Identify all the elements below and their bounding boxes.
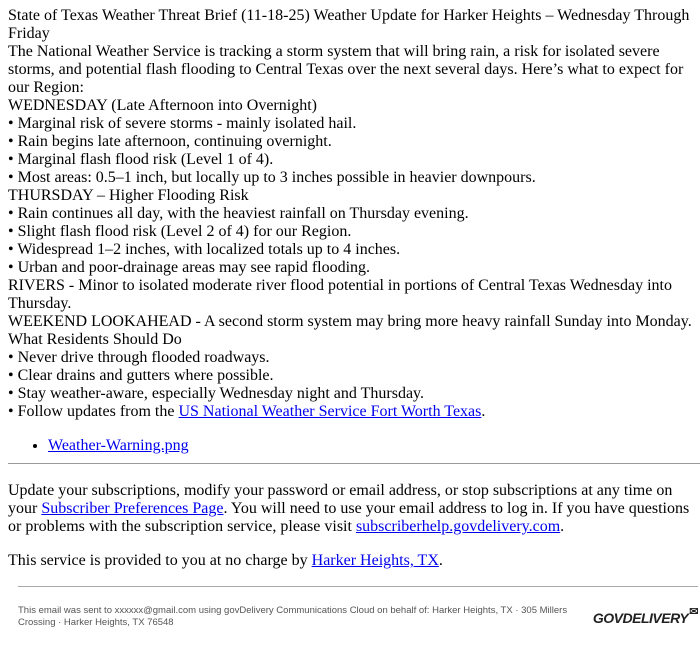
subscriber-help-link[interactable]: subscriberhelp.govdelivery.com [355, 518, 561, 535]
service-suffix: . [438, 552, 443, 569]
list-item: • Slight flash flood risk (Level 2 of 4) for our Region. [8, 223, 352, 240]
subscription-section [8, 482, 700, 570]
list-item: • Clear drains and gutters where possible. [8, 367, 274, 384]
email-title: State of Texas Weather Threat Brief (11-18-25) Weather Update for Harker Heights – Wednesday Through Friday [8, 7, 690, 42]
govdelivery-logo [592, 606, 698, 627]
follow-suffix: . [481, 403, 486, 420]
footer [18, 605, 698, 629]
list-item: • Marginal risk of severe storms - mainly isolated hail. [8, 115, 357, 132]
follow-text: • Follow updates from the [8, 403, 179, 420]
residents-heading: What Residents Should Do [8, 331, 182, 348]
nws-fort-worth-link[interactable]: US National Weather Service Fort Worth Texas [178, 403, 482, 420]
list-item: • Stay weather-aware, especially Wednesday night and Thursday. [8, 385, 424, 402]
intro-paragraph: The National Weather Service is tracking a storm system that will bring rain, a risk for isolated severe storms, and potential flash flooding to Central Texas over the next several days. Here’s what to expect for our Region: [8, 43, 684, 96]
subscriber-preferences-link[interactable]: Subscriber Preferences Page [41, 500, 224, 517]
subscription-paragraph [8, 482, 700, 536]
list-item: • Urban and poor-drainage areas may see rapid flooding. [8, 259, 371, 276]
list-item: • Marginal flash flood risk (Level 1 of 4). [8, 151, 274, 168]
weekend-paragraph: WEEKEND LOOKAHEAD - A second storm system may bring more heavy rainfall Sunday into Monday. [8, 313, 692, 330]
service-text: This service is provided to you at no charge by [8, 552, 312, 569]
list-item: • Rain continues all day, with the heaviest rainfall on Thursday evening. [8, 205, 469, 222]
footer-text: This email was sent to xxxxxx@gmail.com using govDelivery Communications Cloud on behalf of: Harker Heights, TX · 305 Millers Crossing · Harker Heights, TX 76548 [18, 605, 568, 628]
footer-divider [18, 586, 698, 587]
divider [8, 463, 700, 464]
list-item: • Widespread 1–2 inches, with localized totals up to 4 inches. [8, 241, 401, 258]
list-item: • Most areas: 0.5–1 inch, but locally up to 3 inches possible in heavier downpours. [8, 169, 536, 186]
subscription-text: . You will need to use your email address to log in. If you have questions or problems with the subscription service, please visit [8, 500, 690, 535]
thursday-heading: THURSDAY – Higher Flooding Risk [8, 187, 249, 204]
service-paragraph [8, 552, 700, 570]
attachment-link[interactable]: Weather-Warning.png [48, 437, 189, 454]
attachment-item [48, 437, 698, 455]
wednesday-heading: WEDNESDAY (Late Afternoon into Overnight) [8, 97, 317, 114]
list-item [8, 403, 698, 421]
subscription-text: . [560, 518, 565, 535]
list-item: • Rain begins late afternoon, continuing overnight. [8, 133, 332, 150]
logo-text: GOVDELIVERY [592, 610, 689, 626]
envelope-icon: ✉ [689, 606, 698, 618]
attachment-list [8, 437, 698, 455]
subscription-text: Update your subscriptions, modify your password or email address, or stop subscriptions at any time on your [8, 482, 673, 517]
list-item: • Never drive through flooded roadways. [8, 349, 270, 366]
harker-heights-link[interactable]: Harker Heights, TX [311, 552, 439, 569]
rivers-paragraph: RIVERS - Minor to isolated moderate river flood potential in portions of Central Texas Wednesday into Thursday. [8, 277, 672, 312]
